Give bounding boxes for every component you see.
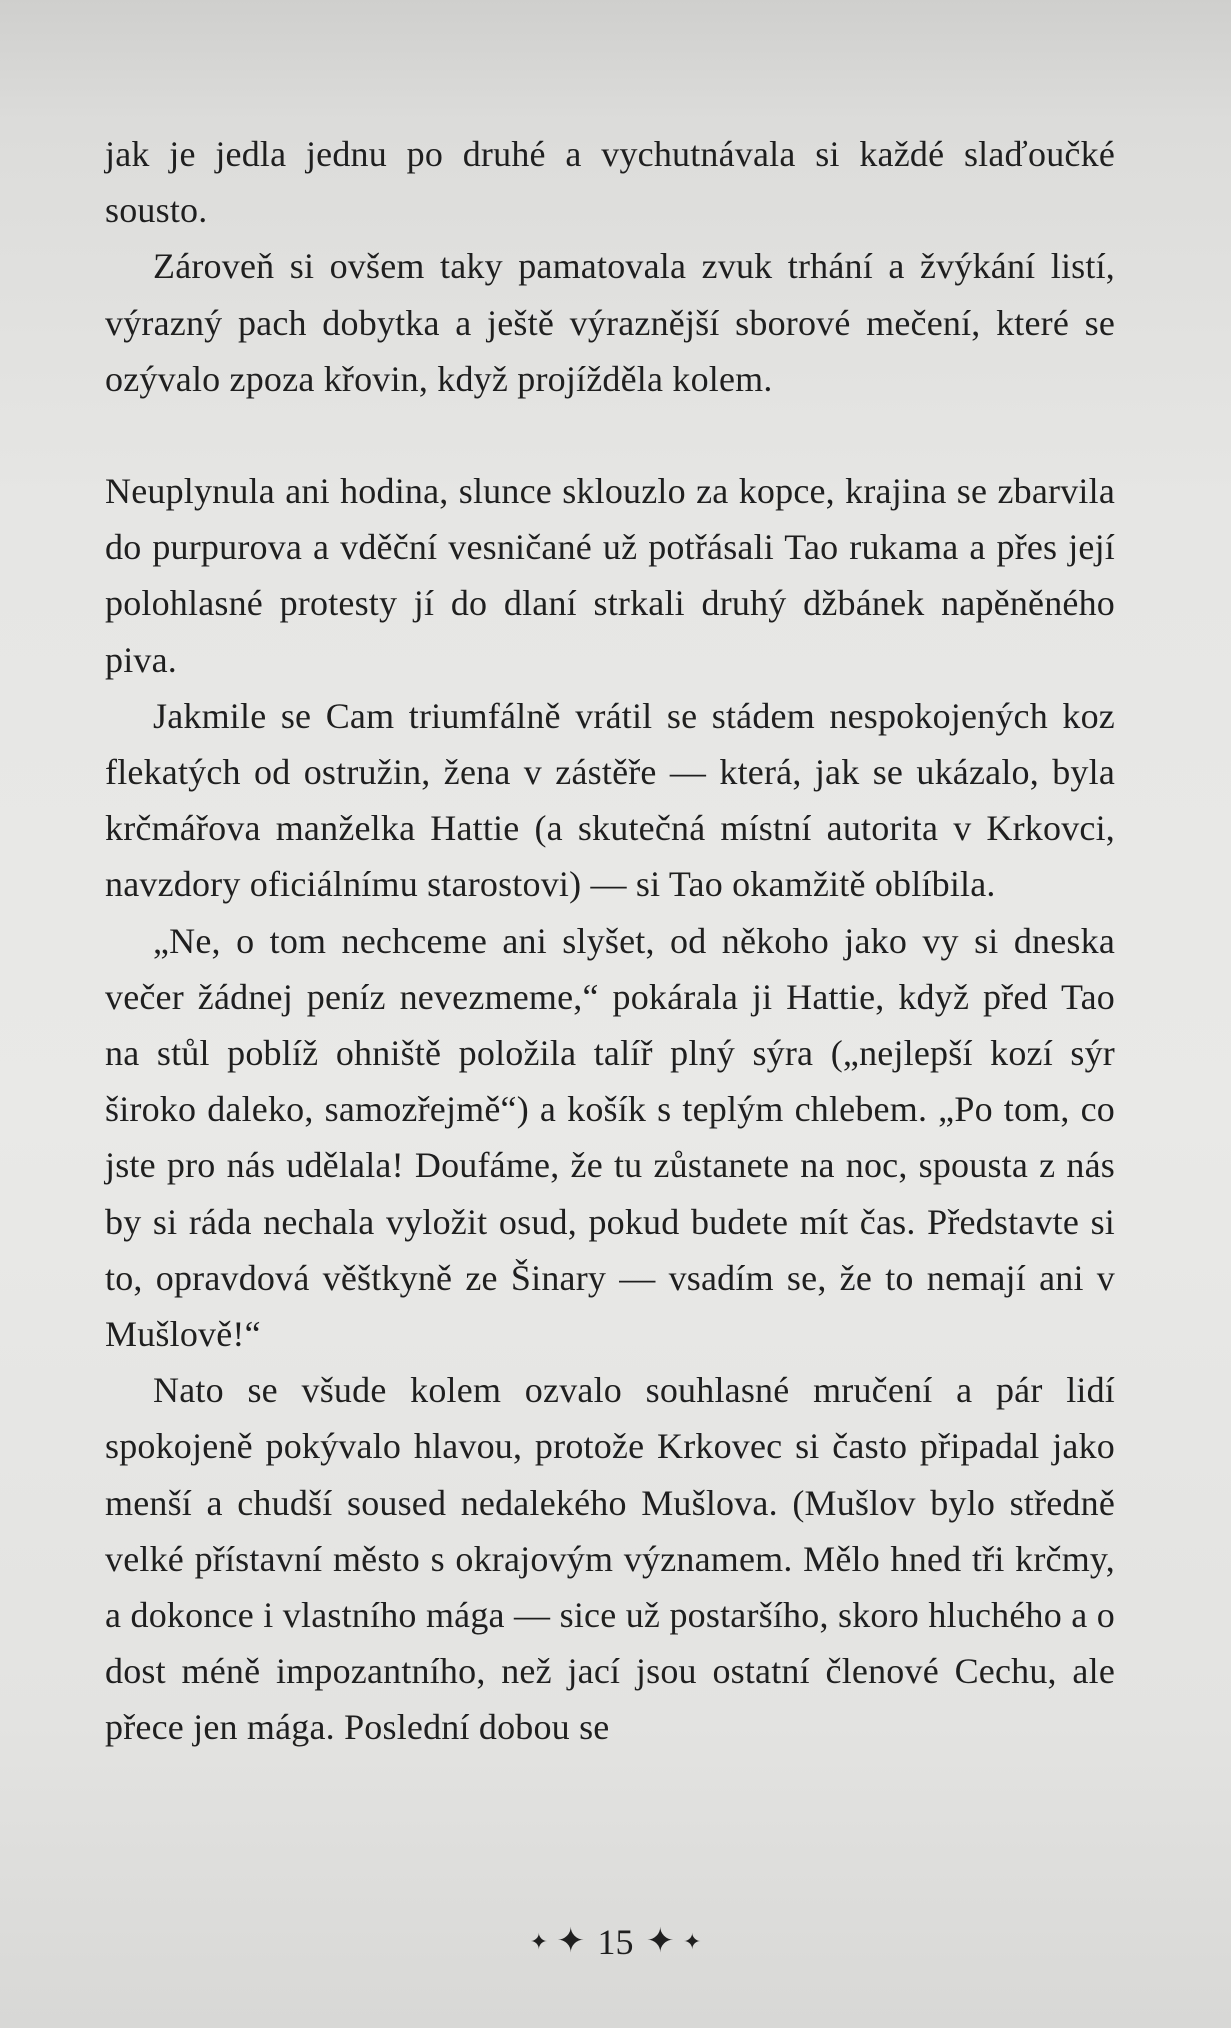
large-star-icon: ✦ xyxy=(556,1923,585,1961)
small-star-icon: ✦ xyxy=(683,1929,702,1955)
paragraph-2: Zároveň si ovšem taky pamatovala zvuk trhání a žvýkání listí, výrazný pach dobytka a ještě výraznější sborové mečení, které se ozývalo zpoza křovin, když projížděla kolem. xyxy=(105,246,1115,399)
small-star-icon: ✦ xyxy=(529,1929,548,1955)
page-number: 15 xyxy=(597,1922,634,1963)
paragraph-4: Jakmile se Cam triumfálně vrátil se stádem nespokojených koz flekatých od ostružin, žena v zástěře — která, jak se ukázalo, byla krčmářova manželka Hattie (a skutečná místní autorita v Krkovci, navzdory oficiálnímu starostovi) — si Tao okamžitě oblíbila. xyxy=(105,695,1115,905)
large-star-icon: ✦ xyxy=(646,1923,675,1961)
page-number-footer xyxy=(0,1920,1231,1962)
paragraph-5: „Ne, o tom nechceme ani slyšet, od někoho jako vy si dneska večer žádnej peníz nevezmeme,“ pokárala ji Hattie, když před Tao na stůl poblíž ohniště položila talíř plný sýra („nejlepší kozí sýr široko daleko, samozřejmě“) a košík s teplým chlebem. „Po tom, co jste pro nás udělala! Doufáme, že tu zůstanete na noc, spousta z nás by si ráda nechala vyložit osud, pokud budete mít čas. Představte si to, opravdová věštkyně ze Šinary — vsadím se, že to nemají ani v Mušlově!“ xyxy=(105,920,1115,1355)
paragraph-6: Nato se všude kolem ozvalo souhlasné mručení a pár lidí spokojeně pokývalo hlavou, protože Krkovec si často připadal jako menší a chudší soused nedalekého Mušlova. (Mušlov bylo středně velké přístavní město s okrajovým významem. Mělo hned tři krčmy, a dokonce i vlastního mága — sice už postaršího, skoro hluchého a o dost méně impozantního, než jací jsou ostatní členové Cechu, ale přece jen mága. Poslední dobou se xyxy=(105,1370,1115,1748)
section-break xyxy=(105,407,1115,463)
body-text xyxy=(105,126,1115,1756)
paragraph-1: jak je jedla jednu po druhé a vychutnávala si každé slaďoučké sousto. xyxy=(105,134,1115,231)
paragraph-3: Neuplynula ani hodina, slunce sklouzlo za kopce, krajina se zbarvila do purpurova a vděční vesničané už potřásali Tao rukama a přes její polohlasné protesty jí do dlaní strkali druhý džbánek napěněného piva. xyxy=(105,471,1115,680)
